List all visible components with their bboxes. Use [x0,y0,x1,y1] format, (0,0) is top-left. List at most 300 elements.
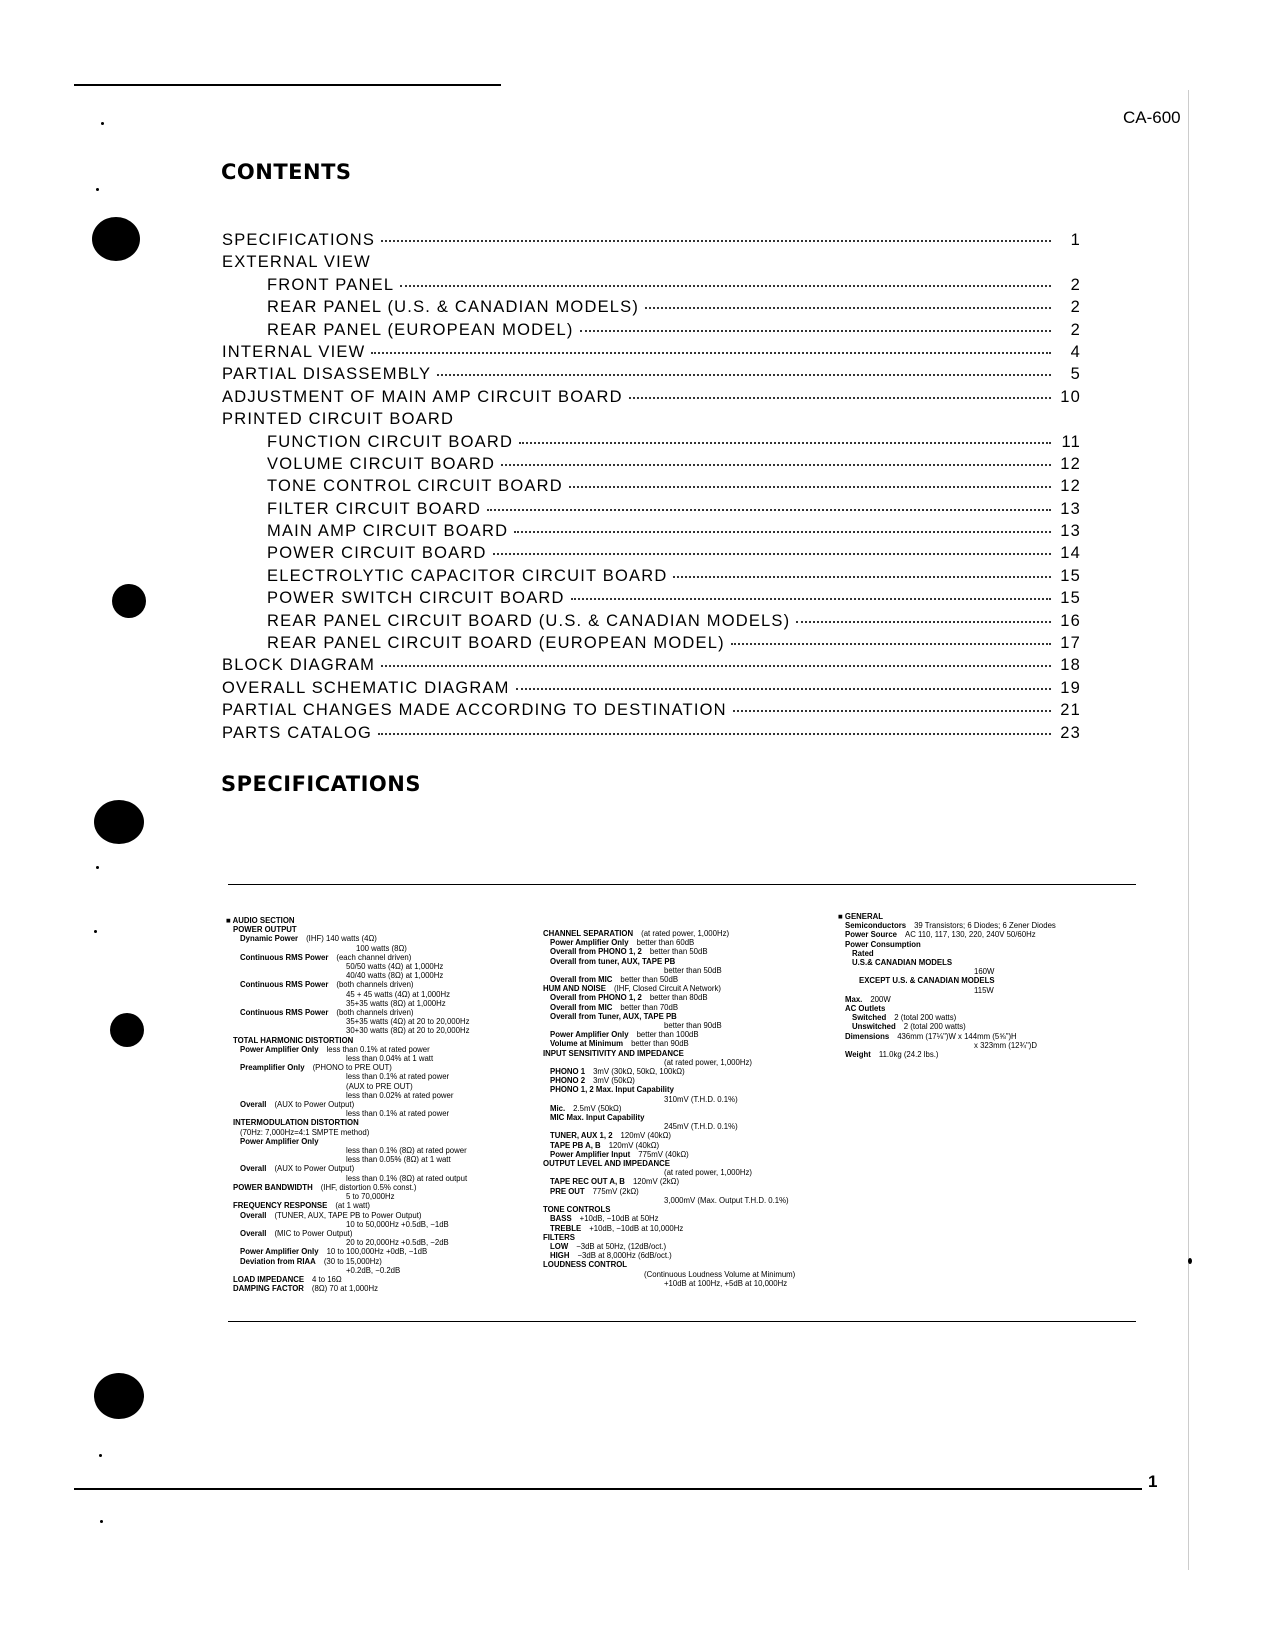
spec-column-audio [226,916,470,1293]
toc-entry-page: 11 [1061,432,1081,451]
spec-key: POWER OUTPUT [233,925,297,935]
spec-key: PHONO 1 [550,1067,586,1077]
spec-key: LOUDNESS CONTROL [543,1260,628,1270]
toc-entry-page: 5 [1070,365,1081,384]
spec-value: (at rated power, 1,000Hz) [664,1057,752,1067]
spec-key: INTERMODULATION DISTORTION [233,1118,359,1128]
spec-line [543,1242,795,1251]
spec-key: Power Amplifier Input [550,1149,631,1159]
spec-value: (at rated power, 1,000Hz) [641,929,730,938]
spec-line [226,1072,470,1081]
spec-line [226,962,470,971]
spec-key: LOW [550,1241,569,1251]
spec-line [226,1257,470,1266]
spec-value: 100 watts (8Ω) [356,943,407,953]
spec-value: 3mV (50kΩ) [593,1076,635,1086]
spec-value: 3mV (30kΩ, 50kΩ, 100kΩ) [593,1067,685,1077]
spec-value: 45 + 45 watts (4Ω) at 1,000Hz [346,989,450,999]
spec-value: 20 to 20,000Hz +0.5dB, −2dB [346,1238,449,1248]
toc-entry [222,544,1081,566]
spec-line [543,1021,795,1030]
spec-key: LOAD IMPEDANCE [233,1274,305,1284]
spec-key: BASS [550,1214,572,1224]
spec-value: 160W [974,967,995,977]
spec-key: TREBLE [550,1223,582,1233]
spec-key: HIGH [550,1251,570,1261]
toc-entry [222,231,1081,253]
toc-leader-dots [381,665,1051,667]
spec-line [226,1082,470,1091]
spec-key: Overall [240,1228,267,1238]
toc-entry [222,321,1081,343]
spec-key: TOTAL HARMONIC DISTORTION [233,1035,354,1045]
spec-key: Overall from PHONO 1, 2 [550,993,642,1003]
spec-key: TAPE PB A, B [550,1140,601,1150]
spec-column-audio-continued [543,929,795,1288]
spec-value: less than 0.1% at rated power [326,1044,430,1054]
spec-line [226,1211,470,1220]
spec-value: 11.0kg (24.2 lbs.) [878,1050,939,1060]
spec-key: DAMPING FACTOR [233,1284,304,1294]
toc-entry [222,656,1081,678]
spec-line [226,925,470,934]
spec-value: +10dB, −10dB at 10,000Hz [589,1223,684,1233]
spec-key: Semiconductors [845,921,907,931]
spec-key: TONE CONTROLS [543,1205,611,1215]
spec-value: (IHF, distortion 0.5% const.) [320,1182,417,1192]
spec-line [226,1164,470,1173]
spec-line [543,929,795,938]
toc-entry-page: 10 [1060,387,1081,406]
spec-line [226,1137,470,1146]
spec-line [226,1008,470,1017]
toc-entry [222,276,1081,298]
toc-entry-label: ELECTROLYTIC CAPACITOR CIRCUIT BOARD [267,566,668,585]
spec-line [226,1045,470,1054]
spec-line [226,1026,470,1035]
scan-speck [99,1454,102,1457]
spec-value: 3,000mV (Max. Output T.H.D. 0.1%) [664,1195,789,1205]
table-of-contents [222,231,1081,746]
spec-value: −3dB at 50Hz, (12dB/oct.) [576,1241,667,1251]
spec-value: (each channel driven) [336,952,412,962]
spec-key: CHANNEL SEPARATION [543,929,634,938]
toc-entry [222,500,1081,522]
toc-entry [222,589,1081,611]
toc-entry [222,410,1081,432]
spec-key: FILTERS [543,1232,575,1242]
spec-value: 2.5mV (50kΩ) [573,1103,622,1113]
spec-value: 120mV (40kΩ) [620,1131,671,1141]
spec-value: 115W [974,985,994,995]
toc-entry-label: PARTIAL CHANGES MADE ACCORDING TO DESTINATION [222,701,727,720]
spec-line [226,1192,470,1201]
spec-line [838,930,1056,939]
spec-key: Overall from MIC [550,975,613,985]
spec-value: 35+35 watts (4Ω) at 20 to 20,000Hz [346,1017,470,1027]
spec-key: Volume at Minimum [550,1039,624,1049]
spec-key: Overall [240,1100,267,1110]
toc-entry [222,298,1081,320]
spec-key: Power Amplifier Only [550,1030,629,1040]
toc-entry [222,343,1081,365]
binder-hole [112,584,146,618]
spec-key: POWER BANDWIDTH [233,1182,313,1192]
toc-leader-dots [569,486,1051,488]
spec-value: (70Hz: 7,000Hz=4:1 SMPTE method) [240,1127,370,1137]
spec-value: 10 to 100,000Hz +0dB, −1dB [326,1247,428,1257]
spec-line [543,1039,795,1048]
toc-leader-dots [645,307,1051,309]
toc-entry [222,701,1081,723]
toc-entry-page: 12 [1060,454,1081,473]
spec-value: (both channels driven) [336,1008,414,1018]
spec-line [226,1155,470,1164]
spec-line [226,1054,470,1063]
spec-line [543,1030,795,1039]
spec-line [226,1128,470,1137]
spec-key: TAPE REC OUT A, B [550,1177,625,1187]
toc-entry-label: REAR PANEL (U.S. & CANADIAN MODELS) [267,298,640,317]
spec-line [543,1224,795,1233]
toc-entry-page: 13 [1060,499,1081,518]
toc-leader-dots [381,240,1051,242]
toc-leader-dots [629,397,1051,399]
spec-key: PHONO 1, 2 Max. Input Capability [550,1085,674,1095]
spec-key: U.S.& CANADIAN MODELS [852,958,953,968]
toc-entry-label: REAR PANEL (EUROPEAN MODEL) [267,320,574,339]
scan-speck [100,1520,103,1523]
spec-value: 2 (total 200 watts) [903,1022,966,1032]
spec-line [226,1174,470,1183]
spec-key: Dynamic Power [240,934,299,944]
toc-entry-page: 12 [1060,477,1081,496]
specifications-title: SPECIFICATIONS [221,772,421,796]
toc-leader-dots [400,285,1051,287]
spec-line [838,921,1056,930]
spec-value: 39 Transistors; 6 Diodes; 6 Zener Diodes [914,921,1056,931]
spec-key: FREQUENCY RESPONSE [233,1201,328,1211]
spec-value: less than 0.1% (8Ω) at rated power [346,1146,467,1156]
spec-line [226,1220,470,1229]
toc-leader-dots [580,330,1051,332]
spec-line [838,1041,1056,1050]
toc-leader-dots [501,464,1051,466]
spec-value: better than 50dB [649,947,708,957]
page-number: 1 [1148,1472,1158,1491]
spec-line [543,1196,795,1205]
spec-value: less than 0.1% (8Ω) at rated output [346,1173,468,1183]
toc-entry-page: 15 [1060,589,1081,608]
spec-line [543,1205,795,1214]
spec-line [543,957,795,966]
spec-value: better than 50dB [664,965,722,975]
toc-entry-page: 15 [1060,566,1081,585]
spec-value: 436mm (17⅛")W x 144mm (5⅝")H [897,1031,1017,1041]
spec-line [226,1201,470,1210]
toc-entry-label: FUNCTION CIRCUIT BOARD [267,432,514,451]
spec-key: Power Amplifier Only [240,1136,319,1146]
spec-key: Max. [845,994,863,1004]
toc-entry-page: 18 [1060,656,1081,675]
spec-line [226,1118,470,1127]
toc-entry-label: POWER CIRCUIT BOARD [267,544,487,563]
spec-key: OUTPUT LEVEL AND IMPEDANCE [543,1159,670,1169]
spec-key: Continuous RMS Power [240,952,329,962]
toc-entry-page: 2 [1070,298,1081,317]
spec-key: Power Amplifier Only [240,1247,319,1257]
spec-value: better than 90dB [664,1021,722,1031]
spec-line [543,1251,795,1260]
spec-value: 35+35 watts (8Ω) at 1,000Hz [346,998,446,1008]
spec-line [543,1122,795,1131]
spec-key: Weight [845,1050,871,1060]
spec-value: better than 90dB [631,1039,689,1049]
spec-value: less than 0.05% (8Ω) at 1 watt [346,1155,451,1165]
spec-line [226,953,470,962]
toc-entry-page: 1 [1070,231,1081,249]
spec-key: Overall [240,1164,267,1174]
toc-entry-label: MAIN AMP CIRCUIT BOARD [267,522,509,541]
spec-line [226,1109,470,1118]
spec-key: Rated [852,948,874,958]
spec-value: less than 0.04% at 1 watt [346,1054,434,1064]
scan-speck [94,930,97,933]
toc-entry-page: 14 [1060,544,1081,563]
spec-line [838,1050,1056,1059]
toc-leader-dots [571,598,1051,600]
spec-top-rule [228,884,1136,885]
toc-leader-dots [673,576,1051,578]
spec-value: +10dB, −10dB at 50Hz [579,1214,659,1224]
spec-line [543,1260,795,1269]
spec-value: less than 0.1% at rated power [346,1072,450,1082]
spec-line [838,958,1056,967]
spec-key: Overall from tuner, AUX, TAPE PB [550,956,676,966]
spec-value: (8Ω) 70 at 1,000Hz [311,1284,378,1294]
spec-key: Power Amplifier Only [240,1044,319,1054]
spec-line [226,1146,470,1155]
spec-value: +10dB at 100Hz, +5dB at 10,000Hz [664,1278,788,1288]
spec-value: 310mV (T.H.D. 0.1%) [664,1094,738,1104]
spec-key: Preamplifier Only [240,1063,305,1073]
spec-value: better than 60dB [636,938,695,948]
spec-key: EXCEPT U.S. & CANADIAN MODELS [859,976,995,986]
spec-value: (IHF) 140 watts (4Ω) [306,934,377,944]
spec-line [543,1076,795,1085]
spec-line [226,1183,470,1192]
spec-line [838,967,1056,976]
toc-entry [222,433,1081,455]
spec-value: (at 1 watt) [335,1201,370,1211]
spec-value: 2 (total 200 watts) [894,1013,957,1023]
spec-line [543,1095,795,1104]
spec-line [543,1003,795,1012]
toc-entry-page: 2 [1070,320,1081,339]
spec-line [543,1141,795,1150]
spec-line [543,1279,795,1288]
spec-key: Overall [240,1210,267,1220]
spec-line [543,947,795,956]
binder-hole [94,800,144,844]
spec-line [543,1214,795,1223]
spec-key: Switched [852,1013,887,1023]
toc-entry-label: ADJUSTMENT OF MAIN AMP CIRCUIT BOARD [222,387,623,406]
spec-value: (PHONO to PRE OUT) [312,1063,392,1073]
spec-line [226,1238,470,1247]
scan-speck [96,188,99,191]
spec-key: TUNER, AUX 1, 2 [550,1131,613,1141]
spec-column-general [838,912,1056,1059]
contents-title: CONTENTS [221,160,352,184]
spec-value: 775mV (2kΩ) [592,1186,639,1196]
toc-entry-label: FILTER CIRCUIT BOARD [267,499,482,518]
spec-line [226,1284,470,1293]
spec-value: (Continuous Loudness Volume at Minimum) [644,1269,796,1279]
spec-line [226,980,470,989]
toc-entry [222,253,1081,275]
spec-value: (30 to 15,000Hz) [323,1256,382,1266]
spec-value: less than 0.02% at rated power [346,1090,454,1100]
toc-entry-page: 17 [1060,634,1081,653]
spec-key: ■ GENERAL [838,912,883,921]
spec-line [226,971,470,980]
spec-line [226,999,470,1008]
spec-value: better than 80dB [649,993,708,1003]
spec-key: Mic. [550,1103,566,1113]
spec-line [226,944,470,953]
toc-entry-page: 23 [1060,723,1081,742]
spec-key: Unswitched [852,1022,896,1032]
spec-key: INPUT SENSITIVITY AND IMPEDANCE [543,1048,684,1058]
spec-line [226,1247,470,1256]
spec-value: (IHF, Closed Circuit A Network) [613,984,721,994]
toc-leader-dots [493,553,1051,555]
toc-entry-label: OVERALL SCHEMATIC DIAGRAM [222,678,510,697]
spec-value: better than 50dB [620,975,679,985]
toc-entry [222,388,1081,410]
spec-line [543,1131,795,1140]
spec-line [226,1036,470,1045]
spec-line [838,1013,1056,1022]
spec-line [543,1085,795,1094]
spec-line [226,1229,470,1238]
binder-hole [92,217,140,261]
spec-value: (MIC to Power Output) [274,1228,353,1238]
spec-value: x 323mm (12¾")D [974,1040,1037,1050]
spec-line [226,1091,470,1100]
toc-entry [222,522,1081,544]
spec-value: (AUX to PRE OUT) [346,1081,413,1091]
spec-line [226,990,470,999]
toc-leader-dots [378,733,1051,735]
spec-line [543,1058,795,1067]
toc-leader-dots [796,621,1051,623]
toc-entry-label: INTERNAL VIEW [222,342,366,361]
spec-value: 5 to 70,000Hz [346,1192,395,1202]
scan-speck [101,122,104,125]
toc-leader-dots [731,643,1051,645]
spec-line [226,1266,470,1275]
spec-line [226,1275,470,1284]
spec-bottom-rule [228,1321,1136,1322]
spec-key: MIC Max. Input Capability [550,1113,645,1123]
spec-line [226,1017,470,1026]
toc-entry-label: REAR PANEL CIRCUIT BOARD (EUROPEAN MODEL) [267,634,725,653]
spec-line [543,1168,795,1177]
spec-line [226,1100,470,1109]
toc-entry [222,365,1081,387]
spec-value: 4 to 16Ω [312,1274,342,1284]
toc-leader-dots [733,710,1051,712]
spec-line [838,976,1056,985]
toc-leader-dots [487,509,1051,511]
toc-entry [222,477,1081,499]
toc-entry-label: POWER SWITCH CIRCUIT BOARD [267,589,565,608]
bottom-rule [74,1488,1142,1490]
spec-value: 200W [870,994,891,1004]
toc-entry-page: 4 [1070,342,1081,361]
spec-line [543,1270,795,1279]
toc-leader-dots [371,352,1051,354]
toc-entry-label: SPECIFICATIONS [222,231,376,249]
spec-line [226,1063,470,1072]
spec-line [838,995,1056,1004]
spec-key: Overall from PHONO 1, 2 [550,947,642,957]
spec-value: better than 70dB [620,1002,679,1012]
spec-line [543,1049,795,1058]
top-rule [74,84,501,86]
toc-entry-page: 13 [1060,522,1081,541]
spec-line [838,949,1056,958]
spec-key: PHONO 2 [550,1076,586,1086]
spec-line [838,986,1056,995]
toc-entry-page: 19 [1060,678,1081,697]
toc-entry-label: FRONT PANEL [267,275,395,294]
toc-entry-label: BLOCK DIAGRAM [222,656,376,675]
spec-value: AC 110, 117, 130, 220, 240V 50/60Hz [905,930,1036,940]
spec-value: 120mV (40kΩ) [608,1140,660,1150]
spec-value: (both channels driven) [336,980,414,990]
spec-line [543,966,795,975]
spec-line [543,1150,795,1159]
binder-hole [94,1373,144,1419]
toc-entry [222,634,1081,656]
spec-line [543,1187,795,1196]
spec-value: 775mV (40kΩ) [638,1149,689,1159]
spec-key: Deviation from RIAA [240,1256,316,1266]
toc-leader-dots [519,442,1051,444]
spec-value: 30+30 watts (8Ω) at 20 to 20,000Hz [346,1026,470,1036]
spec-key: Power Source [845,930,897,940]
spec-value: (TUNER, AUX, TAPE PB to Power Output) [274,1210,422,1220]
right-edge-line [1188,90,1189,1570]
toc-entry [222,724,1081,746]
spec-key: Power Amplifier Only [550,938,629,948]
spec-line [838,940,1056,949]
spec-value: 245mV (T.H.D. 0.1%) [664,1122,738,1132]
toc-entry-label: REAR PANEL CIRCUIT BOARD (U.S. & CANADIAN MODELS) [267,611,791,630]
spec-line [838,912,1056,921]
toc-leader-dots [437,374,1051,376]
spec-line [543,1159,795,1168]
spec-line [543,1104,795,1113]
spec-value: −3dB at 8,000Hz (6dB/oct.) [577,1251,672,1261]
model-number: CA-600 [1123,108,1181,127]
spec-key: Continuous RMS Power [240,980,329,990]
spec-line [838,1004,1056,1013]
spec-value: 120mV (2kΩ) [632,1177,680,1187]
